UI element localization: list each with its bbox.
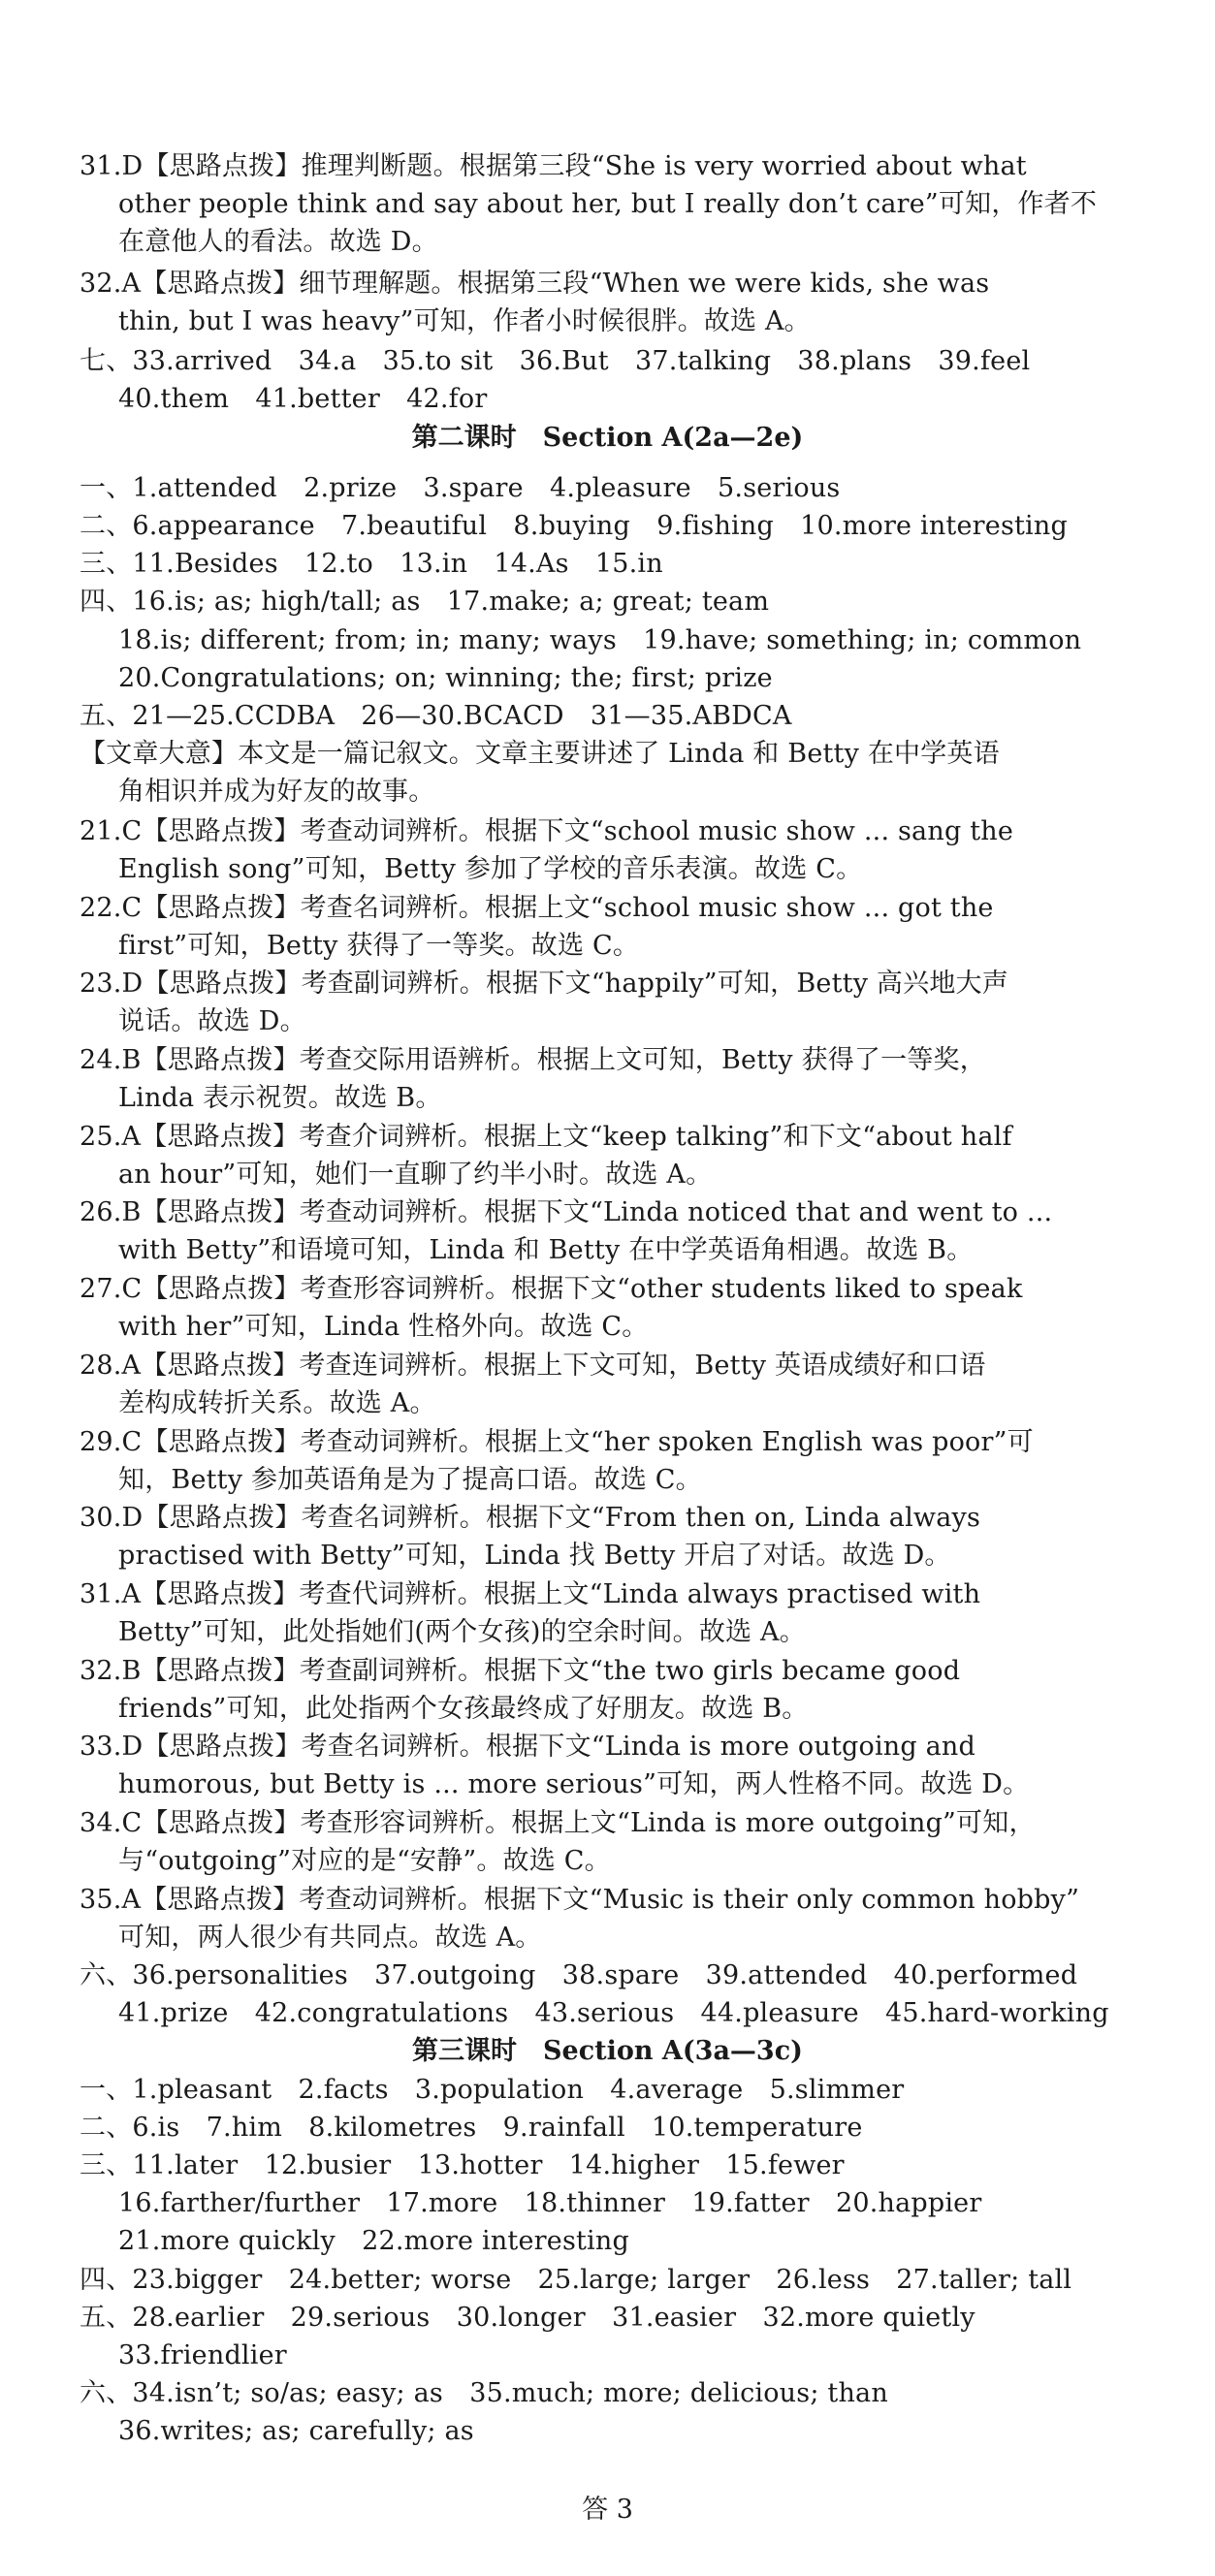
answer-line: 31.A【思路点拨】考查代词辨析。根据上文“Linda always practised with <box>80 1579 981 1609</box>
answer-line: other people think and say about her, but I really don’t care”可知，作者不 <box>118 189 1098 219</box>
answer-line: 36.writes; as; carefully; as <box>118 2416 474 2446</box>
answer-line: 角相识并成为好友的故事。 <box>118 777 435 807</box>
answer-line: 32.A【思路点拨】细节理解题。根据第三段“When we were kids, she was <box>80 269 990 299</box>
answer-line: 差构成转折关系。故选 A。 <box>118 1388 436 1418</box>
answer-line: 说话。故选 D。 <box>118 1006 306 1036</box>
answer-line: Betty”可知，此处指她们(两个女孩)的空余时间。故选 A。 <box>118 1617 806 1647</box>
answer-line: 34.C【思路点拨】考查形容词辨析。根据上文“Linda is more outgoing”可知， <box>80 1808 1036 1838</box>
answer-line: 在意他人的看法。故选 D。 <box>118 227 438 257</box>
answer-line: 16.farther/further 17.more 18.thinner 19.fatter 20.happier <box>118 2188 982 2218</box>
answer-line: 41.prize 42.congratulations 43.serious 44.pleasure 45.hard-working <box>118 1998 1109 2028</box>
answer-line: 27.C【思路点拨】考查形容词辨析。根据下文“other students liked to speak <box>80 1274 1023 1304</box>
answer-line: 四、16.is; as; high/tall; as 17.make; a; great; team <box>80 587 770 617</box>
answer-line: 31.D【思路点拨】推理判断题。根据第三段“She is very worried about what <box>80 151 1027 181</box>
answer-line: with Betty”和语境可知，Linda 和 Betty 在中学英语角相遇。故选 B。 <box>118 1235 974 1265</box>
answer-line: 20.Congratulations; on; winning; the; first; prize <box>118 663 773 693</box>
answer-line: 【文章大意】本文是一篇记叙文。文章主要讲述了 Linda 和 Betty 在中学英语 <box>80 739 1000 769</box>
answer-line: 可知，两人很少有共同点。故选 A。 <box>118 1923 542 1953</box>
answer-line: 40.them 41.better 42.for <box>118 384 488 414</box>
answer-line: 二、6.is 7.him 8.kilometres 9.rainfall 10.temperature <box>80 2113 863 2143</box>
answer-line: 24.B【思路点拨】考查交际用语辨析。根据上文可知，Betty 获得了一等奖， <box>80 1045 986 1075</box>
answer-line: 三、11.Besides 12.to 13.in 14.As 15.in <box>80 549 663 579</box>
answer-line: 30.D【思路点拨】考查名词辨析。根据下文“From then on, Linda always <box>80 1503 981 1533</box>
answer-line: 22.C【思路点拨】考查名词辨析。根据上文“school music show ... got the <box>80 893 994 923</box>
answer-line: 五、21—25.CCDBA 26—30.BCACD 31—35.ABDCA <box>80 701 792 731</box>
answer-line: 29.C【思路点拨】考查动词辨析。根据上文“her spoken English was poor”可 <box>80 1427 1034 1457</box>
answer-line: 28.A【思路点拨】考查连词辨析。根据上下文可知，Betty 英语成绩好和口语 <box>80 1351 986 1381</box>
answer-line: 与“outgoing”对应的是“安静”。故选 C。 <box>118 1846 611 1876</box>
section-heading: 第二课时 Section A(2a—2e) <box>411 423 804 453</box>
answer-line: English song”可知，Betty 参加了学校的音乐表演。故选 C。 <box>118 854 863 884</box>
answer-line: 33.friendlier <box>118 2340 287 2370</box>
answer-line: 四、23.bigger 24.better; worse 25.large; larger 26.less 27.taller; tall <box>80 2265 1072 2295</box>
answer-line: 二、6.appearance 7.beautiful 8.buying 9.fishing 10.more interesting <box>80 511 1068 541</box>
answer-line: an hour”可知，她们一直聊了约半小时。故选 A。 <box>118 1160 713 1190</box>
answer-line: 18.is; different; from; in; many; ways 19.have; something; in; common <box>118 625 1082 655</box>
answer-line: 知，Betty 参加英语角是为了提高口语。故选 C。 <box>118 1465 702 1495</box>
answer-line: first”可知，Betty 获得了一等奖。故选 C。 <box>118 931 640 961</box>
answer-line: 一、1.attended 2.prize 3.spare 4.pleasure 5.serious <box>80 473 841 503</box>
answer-line: 七、33.arrived 34.a 35.to sit 36.But 37.talking 38.plans 39.feel <box>80 346 1031 376</box>
answer-line: humorous, but Betty is ... more serious”可知，两人性格不同。故选 D。 <box>118 1769 1030 1799</box>
answer-line: 26.B【思路点拨】考查动词辨析。根据下文“Linda noticed that and went to ... <box>80 1197 1053 1227</box>
answer-line: 32.B【思路点拨】考查副词辨析。根据下文“the two girls became good <box>80 1656 961 1686</box>
answer-line: 35.A【思路点拨】考查动词辨析。根据下文“Music is their only common hobby” <box>80 1885 1080 1915</box>
answer-line: 23.D【思路点拨】考查副词辨析。根据下文“happily”可知，Betty 高兴地大声 <box>80 969 1008 999</box>
answer-line: 五、28.earlier 29.serious 30.longer 31.easier 32.more quietly <box>80 2303 975 2333</box>
answer-line: with her”可知，Linda 性格外向。故选 C。 <box>118 1312 649 1342</box>
answer-line: 21.C【思路点拨】考查动词辨析。根据下文“school music show ... sang the <box>80 816 1014 846</box>
answer-line: 三、11.later 12.busier 13.hotter 14.higher 15.fewer <box>80 2150 845 2180</box>
answer-line: 六、34.isn’t; so/as; easy; as 35.much; more; delicious; than <box>80 2378 888 2408</box>
answer-line: 六、36.personalities 37.outgoing 38.spare 39.attended 40.performed <box>80 1960 1078 1990</box>
answer-line: friends”可知，此处指两个女孩最终成了好朋友。故选 B。 <box>118 1694 809 1724</box>
answer-line: 33.D【思路点拨】考查名词辨析。根据下文“Linda is more outgoing and <box>80 1732 975 1762</box>
answer-line: 25.A【思路点拨】考查介词辨析。根据上文“keep talking”和下文“about half <box>80 1122 1012 1152</box>
answer-line: 21.more quickly 22.more interesting <box>118 2226 629 2256</box>
answer-line: 一、1.pleasant 2.facts 3.population 4.average 5.slimmer <box>80 2075 905 2105</box>
answer-line: practised with Betty”可知，Linda 找 Betty 开启了对话。故选 D。 <box>118 1541 951 1571</box>
section-heading: 第三课时 Section A(3a—3c) <box>412 2036 803 2066</box>
answer-line: Linda 表示祝贺。故选 B。 <box>118 1083 442 1113</box>
answer-line: thin, but I was heavy”可知，作者小时候很胖。故选 A。 <box>118 306 811 336</box>
page-number: 答 3 <box>582 2495 633 2525</box>
